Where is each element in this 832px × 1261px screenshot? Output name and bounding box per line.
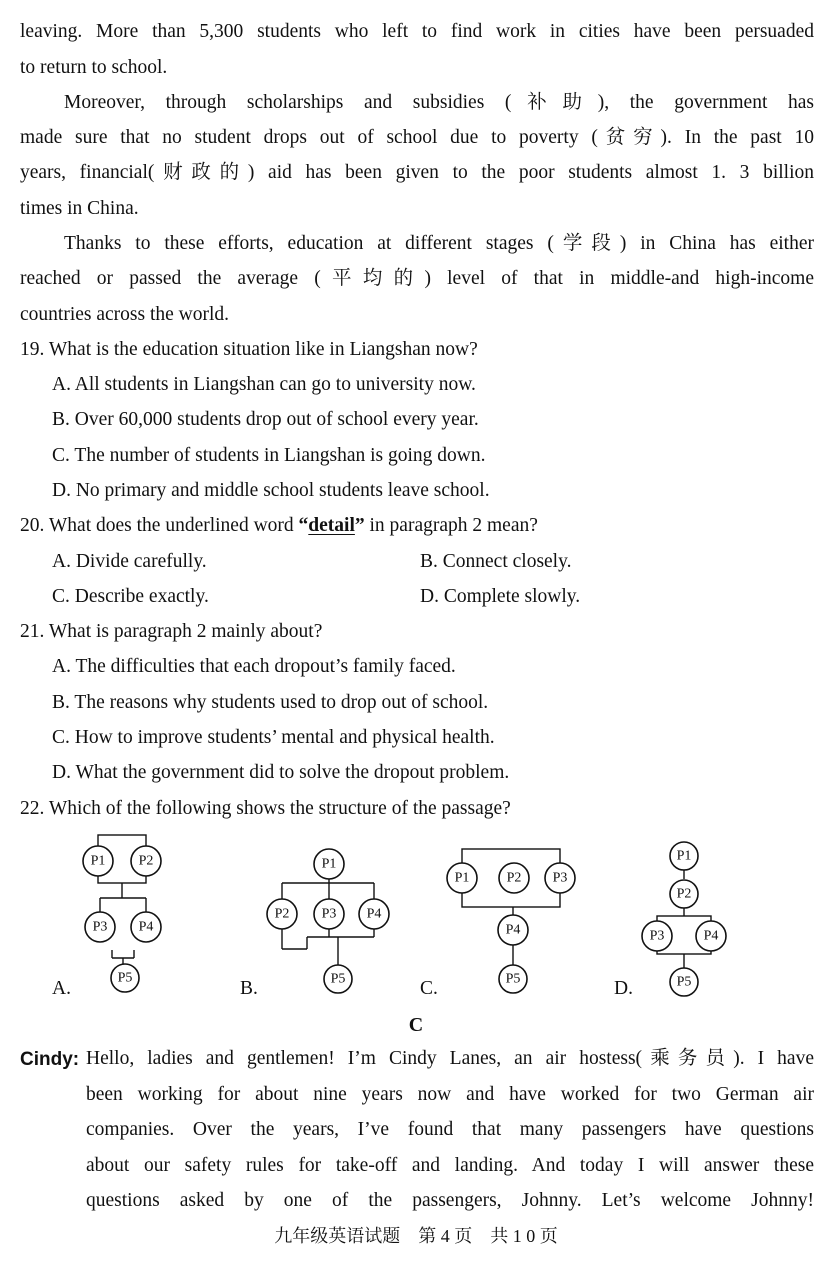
question-19-option-d[interactable]: D. No primary and middle school students leave school. (52, 480, 490, 501)
question-21-option-a[interactable]: A. The difficulties that each dropout’s family faced. (52, 656, 456, 677)
node-p2 (267, 899, 297, 929)
node-p5 (324, 965, 352, 993)
node-p5 (111, 964, 139, 992)
node-p2 (131, 846, 161, 876)
dialogue-line: questions asked by one of the passengers, Johnny. Let’s welcome Johnny! (86, 1190, 814, 1211)
question-20-option-b[interactable]: B. Connect closely. (420, 551, 572, 572)
passage-line: Thanks to these efforts, education at different stages (学段) in China has either (64, 233, 814, 254)
node-p3 (642, 921, 672, 951)
svg-text:P3: P3 (321, 906, 337, 922)
question-20-stem (20, 516, 538, 536)
question-21-option-b[interactable]: B. The reasons why students used to drop out of school. (52, 692, 489, 713)
svg-text:P2: P2 (274, 906, 290, 922)
passage-line: to return to school. (20, 57, 168, 78)
diagram-label-b[interactable]: B. (240, 978, 258, 999)
svg-text:P5: P5 (505, 971, 521, 987)
passage-line: years, financial(财政的) aid has been given to the poor students almost 1. 3 billion (20, 162, 814, 183)
question-20-stem-start: 20. What does the underlined word (20, 515, 299, 536)
passage-line: leaving. More than 5,300 students who left to find work in cities have been persuaded (20, 21, 814, 42)
node-p4 (498, 915, 528, 945)
svg-text:P5: P5 (117, 970, 133, 986)
svg-text:P1: P1 (321, 856, 337, 872)
speaker-name: Cindy: (20, 1049, 80, 1070)
question-20-option-d[interactable]: D. Complete slowly. (420, 586, 581, 607)
node-p4 (131, 912, 161, 942)
svg-text:P1: P1 (454, 870, 470, 886)
node-p1 (83, 846, 113, 876)
node-p3 (314, 899, 344, 929)
question-19-option-a[interactable]: A. All students in Liangshan can go to university now. (52, 374, 476, 395)
passage-line: countries across the world. (20, 304, 230, 325)
node-p5 (499, 965, 527, 993)
svg-text:P2: P2 (506, 870, 522, 886)
svg-text:P2: P2 (138, 853, 154, 869)
structure-diagram-a[interactable] (70, 830, 180, 1000)
question-20-option-a[interactable]: A. Divide carefully. (52, 551, 207, 572)
node-p4 (359, 899, 389, 929)
close-quote: ” (354, 515, 365, 536)
node-p3 (85, 912, 115, 942)
node-p2 (670, 880, 698, 908)
section-letter-c: C (408, 1014, 424, 1036)
svg-text:P5: P5 (676, 974, 692, 990)
diagram-label-c[interactable]: C. (420, 978, 438, 999)
diagram-label-d[interactable]: D. (614, 978, 633, 999)
question-19-stem: 19. What is the education situation like in Liangshan now? (20, 339, 478, 360)
node-p1 (447, 863, 477, 893)
question-19-option-c[interactable]: C. The number of students in Liangshan is going down. (52, 445, 486, 466)
structure-diagram-d[interactable] (638, 838, 738, 1003)
dialogue-line: Hello, ladies and gentlemen! I’m Cindy Lanes, an air hostess(乘务员). I have (86, 1048, 814, 1069)
svg-text:P4: P4 (703, 928, 719, 944)
open-quote: “ (298, 515, 309, 536)
node-p4 (696, 921, 726, 951)
dialogue-line: been working for about nine years now and have worked for two German air (86, 1084, 814, 1105)
underlined-word: detail (308, 515, 355, 536)
question-20-stem-end: in paragraph 2 mean? (364, 515, 538, 536)
node-p1 (314, 849, 344, 879)
question-21-option-c[interactable]: C. How to improve students’ mental and physical health. (52, 727, 495, 748)
svg-text:P1: P1 (90, 853, 106, 869)
svg-text:P3: P3 (92, 919, 108, 935)
svg-text:P4: P4 (505, 922, 521, 938)
node-p2 (499, 863, 529, 893)
page-footer: 九年级英语试题 第 4 页 共 1 0 页 (274, 1226, 558, 1246)
passage-line: reached or passed the average (平均的) level of that in middle-and high-income (20, 268, 814, 289)
question-21-stem: 21. What is paragraph 2 mainly about? (20, 621, 323, 642)
question-21-option-d[interactable]: D. What the government did to solve the dropout problem. (52, 762, 510, 783)
question-19-option-b[interactable]: B. Over 60,000 students drop out of school every year. (52, 409, 479, 430)
svg-text:P4: P4 (138, 919, 154, 935)
dialogue-line: companies. Over the years, I’ve found that many passengers have questions (86, 1119, 814, 1140)
question-22-stem: 22. Which of the following shows the structure of the passage? (20, 798, 511, 819)
structure-diagram-c[interactable] (442, 845, 592, 995)
svg-text:P3: P3 (552, 870, 568, 886)
passage-line: made sure that no student drops out of school due to poverty (贫穷). In the past 10 (20, 127, 814, 148)
diagram-label-a[interactable]: A. (52, 978, 71, 999)
node-p5 (670, 968, 698, 996)
structure-diagram-b[interactable] (262, 845, 392, 995)
svg-text:P2: P2 (676, 886, 692, 902)
svg-text:P3: P3 (649, 928, 665, 944)
question-20-option-c[interactable]: C. Describe exactly. (52, 586, 209, 607)
svg-text:P1: P1 (676, 848, 692, 864)
passage-line: Moreover, through scholarships and subsidies (补助), the government has (64, 92, 814, 113)
node-p3 (545, 863, 575, 893)
dialogue-line: about our safety rules for take-off and landing. And today I will answer these (86, 1155, 814, 1176)
svg-text:P4: P4 (366, 906, 382, 922)
svg-text:P5: P5 (330, 971, 346, 987)
passage-line: times in China. (20, 198, 139, 219)
node-p1 (670, 842, 698, 870)
